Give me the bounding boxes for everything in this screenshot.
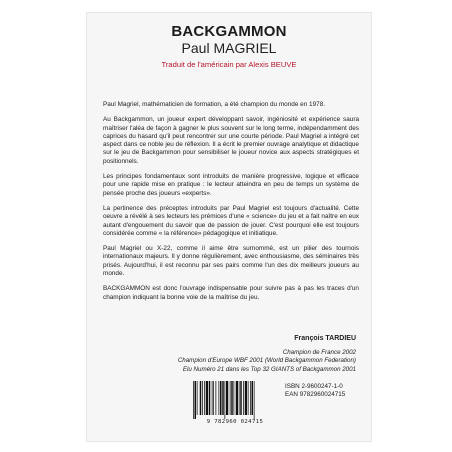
blurb-paragraph: Paul Magriel, mathématicien de formation, a été champion du monde en 1978.	[103, 101, 326, 108]
barcode-bar	[231, 381, 233, 415]
book-back-cover	[86, 12, 372, 442]
barcode-bar	[195, 381, 197, 419]
barcode-bar	[220, 381, 222, 415]
barcode-bar	[212, 381, 213, 415]
signature-credits	[96, 349, 356, 374]
barcode-bar	[202, 381, 203, 415]
credit-line: Champion d'Europe WBF 2001 (World Backgammon Federation)	[177, 357, 356, 365]
credit-line: Elu Numéro 21 dans les Top 32 GIANTS of Backgammon 2001	[182, 365, 356, 373]
barcode-bar	[222, 381, 224, 415]
blurb-paragraph: La pertinence des préceptes introduits par Paul Magriel est toujours d'actualité. Cette oeuvre a révélé à ses lecteurs les prémices d'une « science» du jeu et a fait naître en eux autant d'engouement du savoir que de passion de jouer. C'est pourquoi elle est toujours considérée comme « la référence» pédagogique et initiatique.	[103, 204, 359, 237]
barcode-bar	[230, 381, 231, 415]
barcode-bar	[193, 381, 194, 419]
barcode-bar	[226, 381, 228, 415]
credit-line: Champion de France 2002	[282, 349, 356, 356]
barcode-bar	[209, 381, 211, 415]
barcode-digits: 9 782960 024715	[206, 419, 264, 425]
barcode-bar	[204, 381, 205, 415]
barcode-bar	[236, 381, 238, 415]
barcode-bar	[219, 381, 220, 415]
blurb-text	[103, 101, 359, 309]
blurb-paragraph: BACKGAMMON est donc l'ouvrage indispensable pour suivre pas à pas les traces d'un champion indiquant la bonne voie de la maîtrise du jeu.	[103, 285, 359, 301]
barcode-bar	[243, 381, 244, 415]
barcode-bar	[254, 381, 255, 419]
barcode-bar	[197, 381, 198, 415]
isbn-block	[285, 383, 345, 399]
barcode-image	[191, 381, 279, 419]
barcode-bar	[234, 381, 235, 415]
barcode-bar	[216, 381, 217, 415]
barcode-bar	[225, 381, 226, 419]
barcode-bar	[250, 381, 251, 415]
barcode-bar	[206, 381, 208, 415]
blurb-paragraph: Les principes fondamentaux sont introduits de manière progressive, logique et efficace pour une rapide mise en pratique : le lecteur atteindra en peu de temps un système de pensée proche des joueurs «experts».	[103, 173, 359, 197]
barcode-bar	[213, 381, 214, 415]
barcode-bar	[239, 381, 240, 415]
barcode-bar	[248, 381, 249, 415]
barcode-bar	[200, 381, 202, 415]
barcode-bar	[252, 381, 254, 415]
book-title: BACKGAMMON	[171, 23, 287, 40]
barcode-bar	[245, 381, 247, 415]
isbn-number: ISBN 2-9600247-1-0	[285, 383, 343, 390]
ean-number: EAN 9782960024715	[285, 391, 346, 398]
translator-credit: Traduit de l'américain par Alexis BEUVE	[161, 60, 297, 69]
signature-name: François TARDIEU	[294, 335, 356, 342]
blurb-paragraph: Paul Magriel ou X-22, comme il aime être surnommé, est un pilier des tournois internationaux majeurs. Il y donne régulièrement, avec enthousiasme, des séminaires très prisés. Aujourd'hui, il est reconnu par ses pairs comme l'un des dix meilleurs joueurs au monde.	[103, 245, 359, 278]
barcode-bar	[240, 381, 242, 415]
blurb-paragraph: Au Backgammon, un joueur expert développant savoir, ingéniosité et expérience saura maîtriser l'aléa de façon à gagner le plus souvent sur le long terme, indépendamment des caprices du hasard qu'il peut rencontrer sur une courte période. Paul Magriel a intégré cet aspect dans ce noble jeu de réflexion. Il a écrit le premier ouvrage analytique et didactique sur le jeu de Backgammon pour sensibiliser le joueur novice aux aspects stratégiques et positionnels.	[103, 116, 359, 165]
book-author: Paul MAGRIEL	[181, 40, 277, 56]
